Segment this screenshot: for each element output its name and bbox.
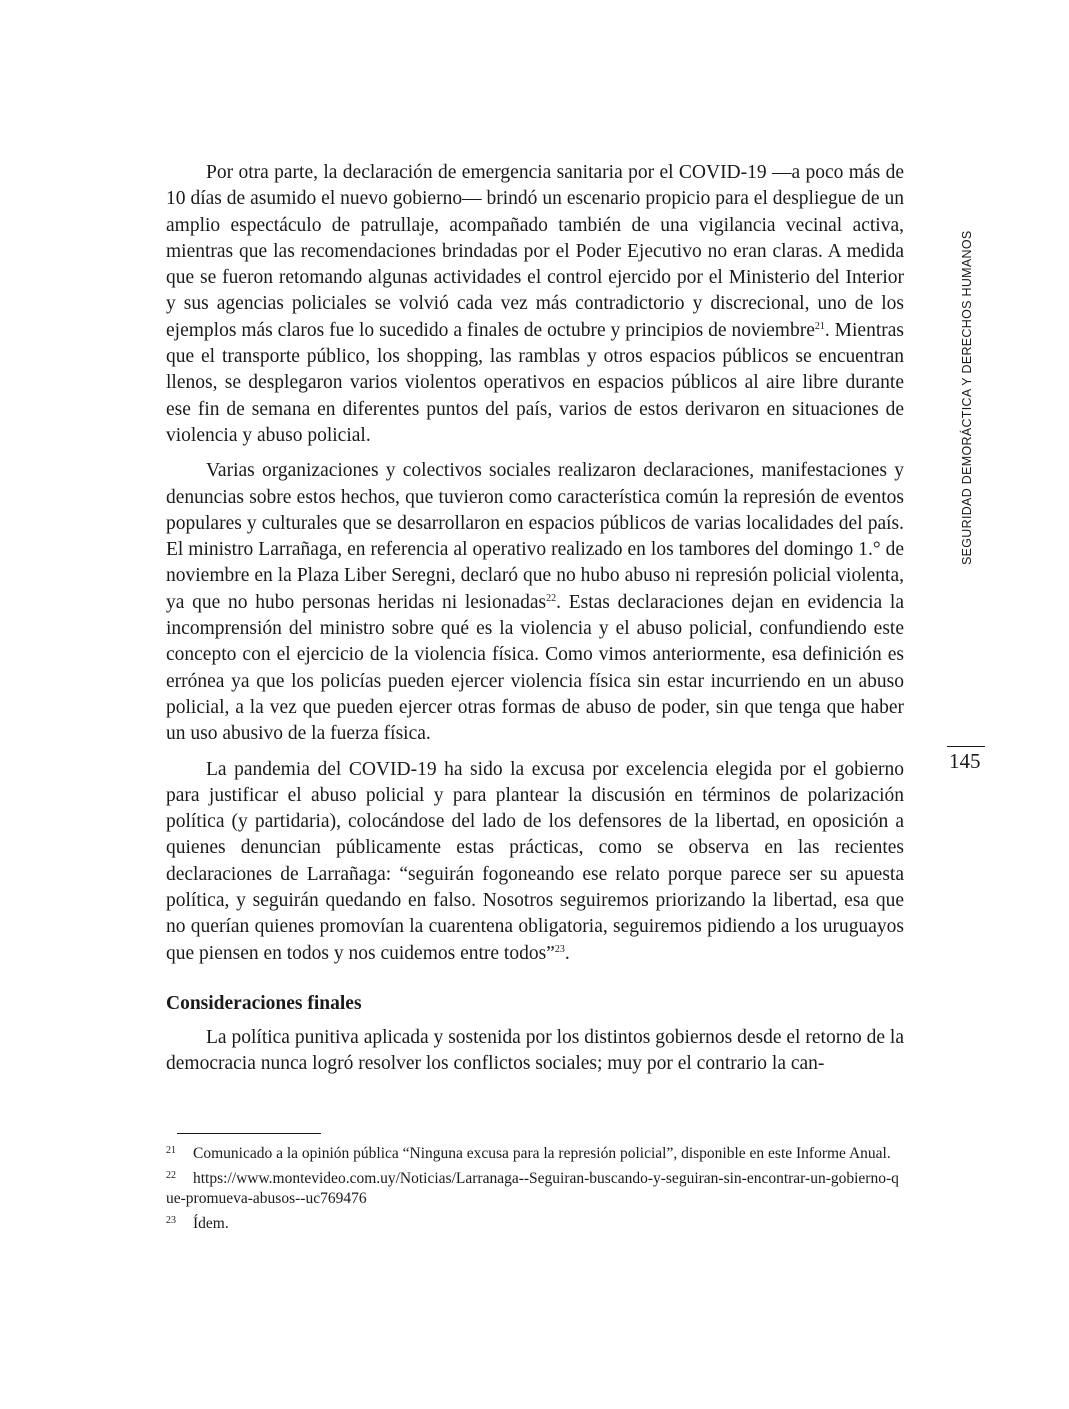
running-head: SEGURIDAD DEMORÁCTICA Y DERECHOS HUMANOS: [960, 230, 974, 565]
paragraph-1: [166, 160, 904, 449]
footnote-separator: [177, 1133, 321, 1134]
footnote-text: Ídem.: [193, 1215, 229, 1232]
paragraph-4: La política punitiva aplicada y sostenida por los distintos gobiernos desde el retorno de la democracia nunca logró resolver los conflictos sociales; muy por el contrario la can-: [166, 1026, 904, 1075]
footnote-text: Comunicado a la opinión pública “Ninguna excusa para la represión policial”, disponible en este Informe Anual.: [193, 1145, 891, 1162]
footnote-22: [166, 1166, 904, 1209]
paragraph-2: [166, 458, 904, 747]
footnote-23: [166, 1211, 904, 1234]
footnote-number: 23: [166, 1215, 176, 1226]
footnote-ref-22[interactable]: 22: [546, 592, 557, 604]
paragraph-3-text: La pandemia del COVID-19 ha sido la excusa por excelencia elegida por el gobierno para justificar el abuso policial y para plantear la discusión en términos de polarización política (y partidaria), colocándose del lado de los defensores de la libertad, en oposición a quienes denuncian públicamente estas prácticas, como se observa en las recientes declaraciones de Larrañaga: “seguirán fogoneando ese relato porque parece ser su apuesta política, y seguirán quedando en falso. Nosotros seguiremos priorizando la libertad, esa que no querían quienes promovían la cuarentena obligatoria, seguiremos pidiendo a los uruguayos que piensen en todos y nos cuidemos entre todos”: [166, 758, 904, 964]
paragraph-1-continuation: . Mientras que el transporte público, los shopping, las ramblas y otros espacios públicos se encuentran llenos, se desplegaron varios violentos operativos en espacios públicos al aire libre durante ese fin de semana en diferentes puntos del país, varios de estos derivaron en situaciones de violencia y abuso policial.: [166, 319, 904, 446]
footnote-ref-23[interactable]: 23: [554, 943, 565, 955]
section-heading: Consideraciones finales: [166, 992, 362, 1014]
paragraph-2-continuation: . Estas declaraciones dejan en evidencia la incomprensión del ministro sobre qué es la violencia y el abuso policial, confundiendo este concepto con el ejercicio de la violencia física. Como vimos anteriormente, esa definición es errónea ya que los policías pueden ejercer violencia física sin estar incurriendo en un abuso policial, a la vez que pueden ejercer otras formas de abuso de poder, sin que tenga que haber un uso abusivo de la fuerza física.: [166, 591, 905, 745]
footnote-ref-21[interactable]: 21: [814, 320, 825, 332]
page-number-rule: [947, 746, 985, 747]
page-number: 145: [949, 749, 981, 773]
footnotes: [166, 1141, 904, 1236]
footnote-link[interactable]: https://www.montevideo.com.uy/Noticias/Larranaga--Seguiran-buscando-y-seguiran-sin-encontrar-un-gobierno-que-promueva-abusos--uc769476: [166, 1170, 899, 1207]
paragraph-2-text: Varias organizaciones y colectivos sociales realizaron declaraciones, manifestaciones y denuncias sobre estos hechos, que tuvieron como característica común la represión de eventos populares y culturales que se desarrollaron en espacios públicos de varias localidades del país. El ministro Larrañaga, en referencia al operativo realizado en los tambores del domingo 1.° de noviembre en la Plaza Liber Seregni, declaró que no hubo abuso ni represión policial violenta, ya que no hubo personas heridas ni lesionadas: [166, 460, 904, 613]
paragraph-3: [166, 757, 904, 967]
paragraph-1-text: Por otra parte, la declaración de emergencia sanitaria por el COVID-19 —a poco más de 10 días de asumido el nuevo gobierno— brindó un escenario propicio para el despliegue de un amplio espectáculo de patrullaje, acompañado también de una vigilancia vecinal activa, mientras que las recomendaciones brindadas por el Poder Ejecutivo no eran claras. A medida que se fueron retomando algunas actividades el control ejercido por el Ministerio del Interior y sus agencias policiales se volvió cada vez más contradictorio y discrecional, uno de los ejemplos más claros fue lo sucedido a finales de octubre y principios de noviembre: [166, 162, 904, 341]
main-text: [166, 160, 904, 1087]
footnote-number: 21: [166, 1145, 176, 1156]
footnote-number: 22: [166, 1170, 176, 1181]
footnote-21: [166, 1141, 904, 1164]
paragraph-3-continuation: .: [564, 942, 570, 964]
